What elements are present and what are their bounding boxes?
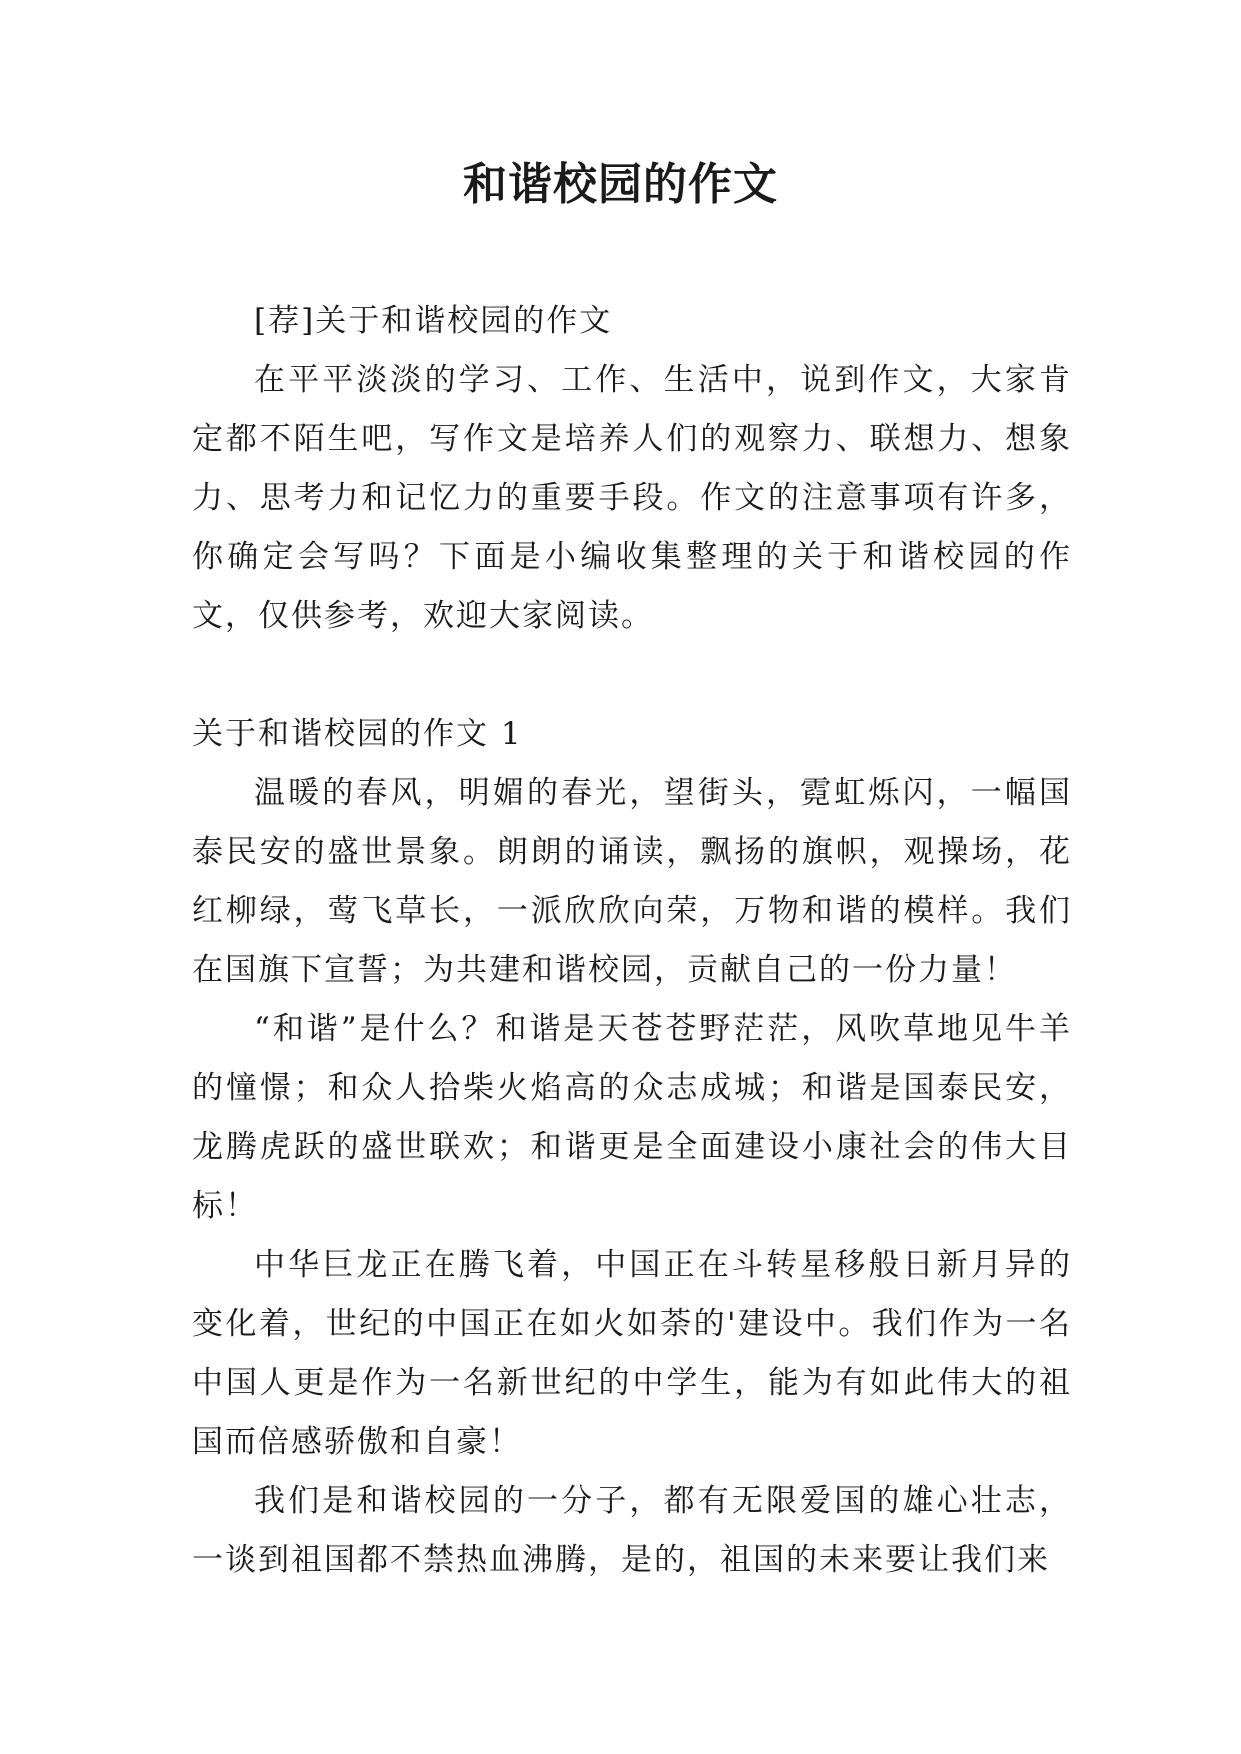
section-spacer [192, 646, 1072, 705]
section-heading: 关于和谐校园的作文 1 [192, 716, 523, 752]
body-paragraph: 温暖的春风，明媚的春光，望街头，霓虹烁闪，一幅国泰民安的盛世景象。朗朗的诵读，飘扬的旗帜，观操场，花红柳绿，莺飞草长，一派欣欣向荣，万物和谐的模样。我们在国旗下宣誓；为共建和谐校园，贡献自己的一份力量！ [192, 775, 1072, 988]
body-paragraph: “和谐”是什么？和谐是天苍苍野茫茫，风吹草地见牛羊的憧憬；和众人拾柴火焰高的众志成城；和谐是国泰民安，龙腾虎跃的盛世联欢；和谐更是全面建设小康社会的伟大目标！ [192, 1011, 1072, 1224]
subtitle-line: [荐]关于和谐校园的作文 [254, 303, 613, 339]
document-body [192, 292, 1072, 1590]
document-title: 和谐校园的作文 [463, 159, 778, 210]
body-paragraph: 中华巨龙正在腾飞着，中国正在斗转星移般日新月异的变化着，世纪的中国正在如火如荼的'建设中。我们作为一名中国人更是作为一名新世纪的中学生，能为有如此伟大的祖国而倍感骄傲和自豪！ [192, 1247, 1072, 1460]
intro-paragraph: 在平平淡淡的学习、工作、生活中，说到作文，大家肯定都不陌生吧，写作文是培养人们的观察力、联想力、想象力、思考力和记忆力的重要手段。作文的注意事项有许多，你确定会写吗？下面是小编收集整理的关于和谐校园的作文，仅供参考，欢迎大家阅读。 [192, 362, 1072, 634]
body-paragraph: 我们是和谐校园的一分子，都有无限爱国的雄心壮志，一谈到祖国都不禁热血沸腾，是的，祖国的未来要让我们来 [192, 1483, 1072, 1578]
